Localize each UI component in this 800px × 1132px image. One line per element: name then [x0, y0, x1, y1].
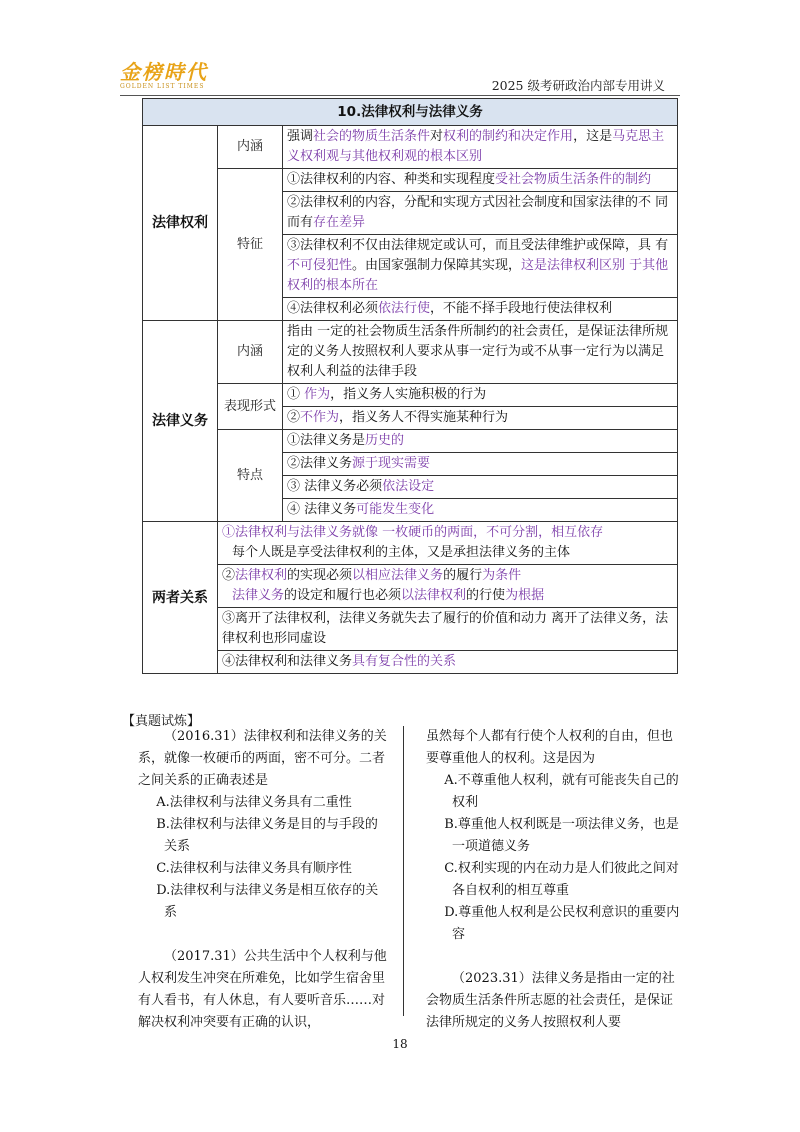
rights-connotation-label: 内涵 — [218, 126, 283, 169]
rights-feature-3: ③法律权利不仅由法律规定或认可，而且受法律维护或保障，具 有不可侵犯性。由国家强制力保障其实现，这是法律权利区别 于其他权利的根本所在 — [283, 235, 678, 298]
duties-trait-3: ③ 法律义务必须依法设定 — [283, 476, 678, 499]
practice-left-column — [138, 726, 390, 1034]
question-2016: （2016.31）法律权利和法律义务的关系，就像一枚硬币的两面，密不可分。二者之间关系的正确表述是 — [138, 729, 387, 788]
brand-subtitle: GOLDEN LIST TIMES — [120, 83, 205, 90]
page-number: 18 — [392, 1037, 408, 1051]
duties-group-label: 法律义务 — [143, 321, 218, 522]
option-c: C.权利实现的内在动力是人们彼此之间对各自权利的相互尊重 — [444, 861, 679, 898]
column-divider — [403, 726, 404, 1016]
header-title: 2025 级考研政治内部专用讲义 — [491, 78, 665, 93]
option-c: C.法律权利与法律义务具有顺序性 — [156, 861, 352, 876]
duties-trait-4: ④ 法律义务可能发生变化 — [283, 499, 678, 522]
duties-trait-2: ②法律义务源于现实需要 — [283, 453, 678, 476]
rights-group-label: 法律权利 — [143, 126, 218, 321]
rights-feature-1: ①法律权利的内容、种类和实现程度受社会物质生活条件的制约 — [283, 169, 678, 192]
question-2023: （2023.31）法律义务是指由一定的社会物质生活条件所志愿的社会责任，是保证法律所规定的义务人按照权利人要 — [426, 971, 675, 1030]
question-2017-continued: 虽然每个人都有行使个人权利的自由，但也要尊重他人的权利。这是因为 — [426, 729, 674, 766]
relation-4: ④法律权利和法律义务具有复合性的关系 — [218, 651, 678, 674]
rights-feature-4: ④法律权利必须依法行使，不能不择手段地行使法律权利 — [283, 298, 678, 321]
duties-form-2: ②不作为，指义务人不得实施某种行为 — [283, 407, 678, 430]
relation-group-label: 两者关系 — [143, 522, 218, 674]
brand-logo — [120, 56, 208, 90]
practice-section-title: 【真题试炼】 — [122, 714, 201, 729]
option-d: D.法律权利与法律义务是相互依存的关系 — [156, 883, 379, 920]
practice-right-column — [426, 726, 680, 1034]
duties-trait-1: ①法律义务是历史的 — [283, 430, 678, 453]
question-2017: （2017.31）公共生活中个人权利与他人权利发生冲突在所难免，比如学生宿舍里有人看书，有人休息，有人要听音乐……对解决权利冲突要有正确的认识， — [138, 949, 387, 1030]
rights-connotation: 强调社会的物质生活条件对权利的制约和决定作用，这是马克思主义权利观与其他权利观的根本区别 — [283, 126, 678, 169]
brand-name: 金榜時代 — [120, 60, 208, 84]
option-a: A.法律权利与法律义务具有二重性 — [156, 795, 352, 810]
duties-connotation: 指由 一定的社会物质生活条件所制约的社会责任，是保证法律所规 定的义务人按照权利人要求从事一定行为或不从事一定行为以满足 权利人利益的法律手段 — [283, 321, 678, 384]
table-title: 10.法律权利与法律义务 — [143, 99, 678, 126]
rights-duties-table — [142, 98, 678, 674]
relation-2: ②法律权利的实现必须以相应法律义务的履行为条件 法律义务的设定和履行也必须以法律权利的行使为根据 — [218, 565, 678, 608]
duties-form-label: 表现形式 — [218, 384, 283, 430]
option-b: B.尊重他人权利既是一项法律义务，也是一项道德义务 — [444, 817, 679, 854]
duties-traits-label: 特点 — [218, 430, 283, 522]
rights-features-label: 特征 — [218, 169, 283, 321]
header-divider — [120, 95, 680, 96]
option-b: B.法律权利与法律义务是目的与手段的关系 — [156, 817, 378, 854]
relation-1: ①法律权利与法律义务就像 一枚硬币的两面，不可分割，相互依存 每个人既是享受法律权利的主体，又是承担法律义务的主体 — [218, 522, 678, 565]
rights-feature-2: ②法律权利的内容，分配和实现方式因社会制度和国家法律的不 同而有存在差异 — [283, 192, 678, 235]
option-d: D.尊重他人权利是公民权利意识的重要内容 — [444, 905, 680, 942]
duties-connotation-label: 内涵 — [218, 321, 283, 384]
duties-form-1: ① 作为，指义务人实施积极的行为 — [283, 384, 678, 407]
relation-3: ③离开了法律权利，法律义务就失去了履行的价值和动力 离开了法律义务，法律权利也形同虚设 — [218, 608, 678, 651]
option-a: A.不尊重他人权利，就有可能丧失自己的权利 — [444, 773, 679, 810]
